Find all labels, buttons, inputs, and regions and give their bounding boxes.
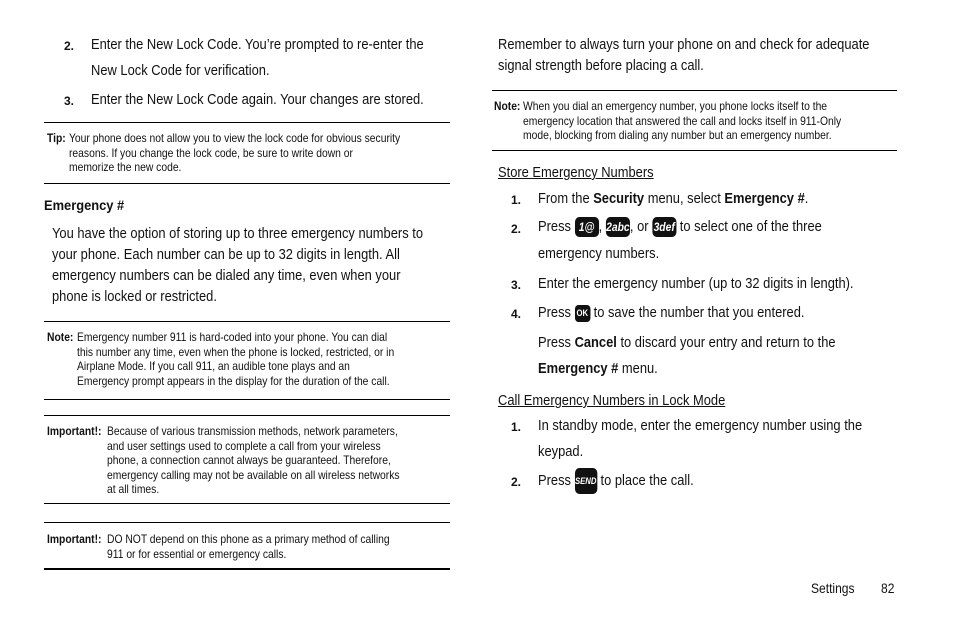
ok-key-icon: OK xyxy=(575,305,590,322)
divider xyxy=(44,122,450,123)
step-number: 3. xyxy=(64,94,75,108)
tip-label: Tip: xyxy=(47,131,66,145)
footer-section: Settings xyxy=(811,580,855,596)
step-3-text: Enter the New Lock Code again. Your changes are stored. xyxy=(91,91,424,108)
divider xyxy=(44,522,450,523)
store-step-1: From the Security menu, select Emergency #. xyxy=(538,190,809,207)
divider xyxy=(492,150,897,151)
lock-step-2: Press SEND to place the call. xyxy=(538,468,694,494)
important-line: 911 or for essential or emergency calls. xyxy=(107,546,287,561)
store-step-4: Press OK to save the number that you entered. xyxy=(538,304,805,321)
note-line: emergency location that answered the call and locks itself in 911-Only xyxy=(523,113,842,128)
divider xyxy=(44,183,450,184)
store-step-3: Enter the emergency number (up to 32 digits in length). xyxy=(538,275,854,292)
tip-line: Your phone does not allow you to view the lock code for obvious security xyxy=(69,131,401,145)
note-line: this number any time, even when the phone is locked, restricted, or in xyxy=(77,344,395,359)
important-line: and user settings used to complete a call from your wireless xyxy=(107,438,381,453)
cancel-instruction-line-1: Press Cancel to discard your entry and return to the xyxy=(538,334,836,351)
step-number: 4. xyxy=(511,307,522,321)
step-2-line-2: New Lock Code for verification. xyxy=(91,62,270,79)
store-emergency-heading: Store Emergency Numbers xyxy=(498,164,654,181)
important-label: Important!: xyxy=(47,424,102,438)
note-label: Note: xyxy=(494,99,521,113)
section-heading: Emergency # xyxy=(44,197,125,213)
send-key-icon: SEND xyxy=(575,468,597,494)
note-line: mode, blocking from dialing any number but an emergency number. xyxy=(523,128,832,142)
paragraph-line: You have the option of storing up to three emergency numbers to xyxy=(52,225,423,242)
step-number: 2. xyxy=(511,475,522,489)
step-2-line-1: Enter the New Lock Code. You’re prompted to re-enter the xyxy=(91,36,424,53)
cancel-instruction-line-2: Emergency # menu. xyxy=(538,360,658,377)
lock-step-1-line-2: keypad. xyxy=(538,443,584,460)
important-line: Because of various transmission methods, network parameters, xyxy=(107,424,398,438)
divider xyxy=(44,568,450,570)
important-line: phone, a connection cannot always be guaranteed. Therefore, xyxy=(107,453,391,467)
tip-line: reasons. If you change the lock code, be sure to write down or xyxy=(69,145,353,160)
step-number: 2. xyxy=(511,222,522,236)
divider xyxy=(44,415,450,416)
note-line: Emergency number 911 is hard-coded into your phone. You can dial xyxy=(77,330,388,344)
paragraph-line: your phone. Each number can be up to 32 digits in length. All xyxy=(52,246,400,263)
key-3-icon: 3def xyxy=(652,217,676,237)
paragraph-line: emergency numbers can be dialed any time, even when your xyxy=(52,267,401,284)
divider xyxy=(44,503,450,504)
note-line: Emergency prompt appears in the display for the duration of the call. xyxy=(77,373,390,388)
store-step-2-line-2: emergency numbers. xyxy=(538,245,660,262)
key-2-icon: 2abc xyxy=(606,217,630,237)
divider xyxy=(492,90,897,91)
page-number: 82 xyxy=(881,580,895,596)
note-label: Note: xyxy=(47,330,74,344)
step-number: 1. xyxy=(511,193,522,207)
divider xyxy=(44,399,450,400)
paragraph-line: phone is locked or restricted. xyxy=(52,288,217,305)
step-number: 2. xyxy=(64,39,75,53)
lock-step-1-line-1: In standby mode, enter the emergency number using the xyxy=(538,417,863,434)
important-line: emergency calling may not be available on all wireless networks xyxy=(107,467,400,482)
lock-mode-heading: Call Emergency Numbers in Lock Mode xyxy=(498,392,726,409)
divider xyxy=(44,321,450,322)
intro-line: signal strength before placing a call. xyxy=(498,57,704,74)
important-line: at all times. xyxy=(107,482,160,496)
note-line: Airplane Mode. If you call 911, an audible tone plays and an xyxy=(77,359,350,373)
step-number: 1. xyxy=(511,420,522,434)
intro-line: Remember to always turn your phone on and check for adequate xyxy=(498,36,870,53)
store-step-2-line-1: Press 1@ , 2abc, or 3def to select one of the three xyxy=(538,216,822,237)
important-line: DO NOT depend on this phone as a primary method of calling xyxy=(107,532,390,546)
key-1-icon: 1@ xyxy=(575,217,599,237)
important-label: Important!: xyxy=(47,532,102,546)
step-number: 3. xyxy=(511,278,522,292)
note-line: When you dial an emergency number, you phone locks itself to the xyxy=(523,99,828,113)
tip-line: memorize the new code. xyxy=(69,160,182,174)
